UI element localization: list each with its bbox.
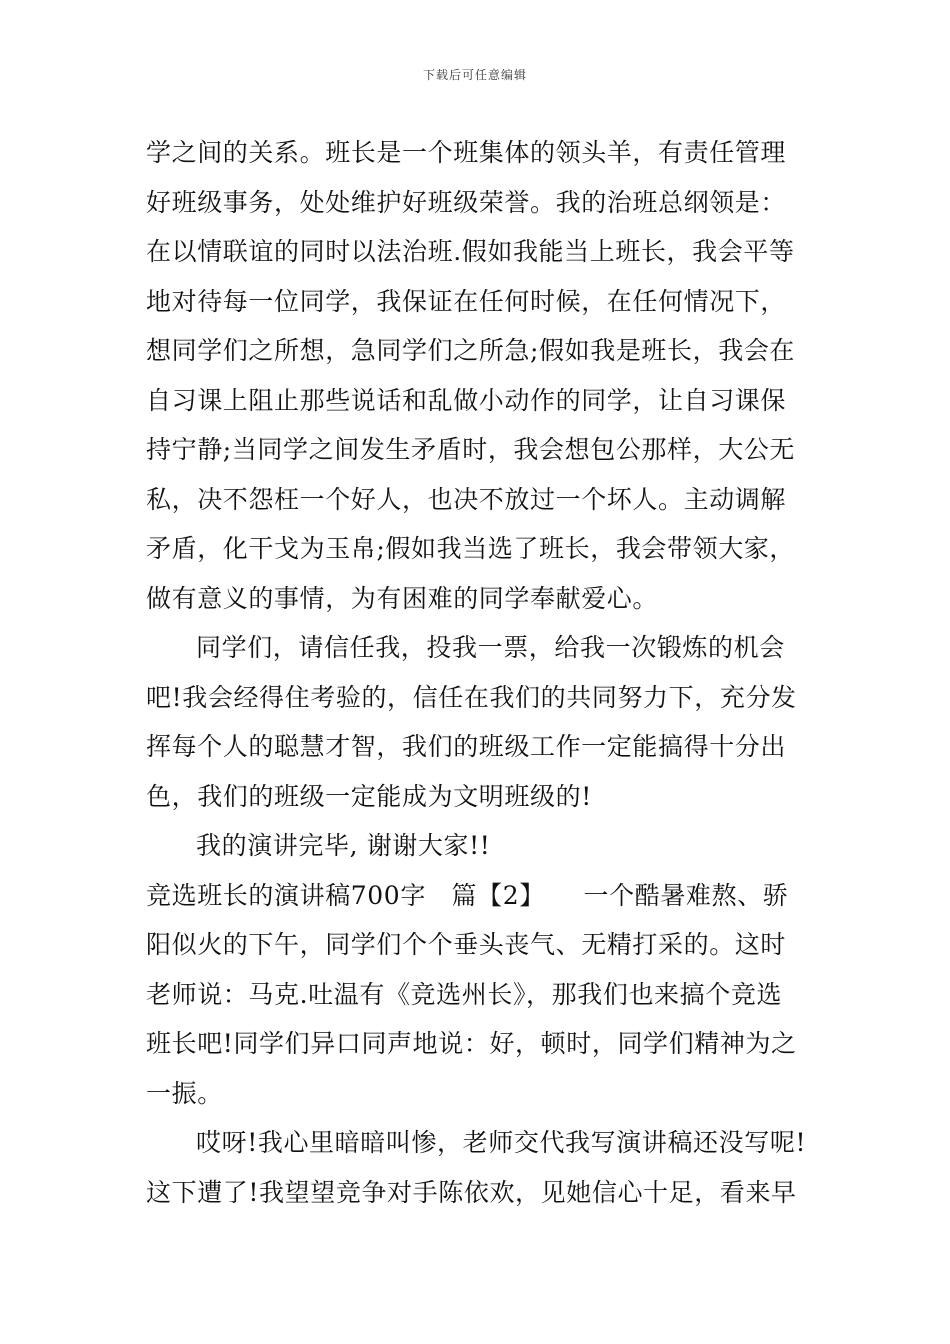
text-line: 这下遭了!我望望竞争对手陈依欢，见她信心十足，看来早 <box>146 1177 797 1207</box>
page-header: 下载后可任意编辑 <box>422 68 527 82</box>
text-line: 自习课上阻止那些说话和乱做小动作的同学，让自习课保 <box>146 385 787 415</box>
text-line: 矛盾，化干戈为玉帛;假如我当选了班长，我会带领大家， <box>146 534 796 563</box>
text-line: 吧!我会经得住考验的，信任在我们的共同努力下，充分发 <box>146 682 797 712</box>
text-line: 色，我们的班级一定能成为文明班级的! <box>146 781 592 811</box>
text-line: 同学们，请信任我，投我一票，给我一次锻炼的机会 <box>196 633 785 662</box>
text-line: 持宁静;当同学之间发生矛盾时，我会想包公那样，大公无 <box>146 435 796 464</box>
text-line: 阳似火的下午，同学们个个垂头丧气、无精打采的。这时 <box>146 930 787 959</box>
document-body <box>146 128 816 1217</box>
text-line: 哎呀!我心里暗暗叫惨，老师交代我写演讲稿还没写呢! <box>196 1128 807 1157</box>
text-line: 好班级事务，处处维护好班级荣誉。我的治班总纲领是： <box>146 187 787 217</box>
text-line: 学之间的关系。班长是一个班集体的领头羊，有责任管理 <box>146 138 787 167</box>
text-line: 私，决不怨枉一个好人，也决不放过一个坏人。主动调解 <box>146 484 787 514</box>
text-line: 在以情联谊的同时以法治班.假如我能当上班长，我会平等 <box>146 237 795 266</box>
text-line: 竞选班长的演讲稿700字 篇【2】 一个酷暑难熬、骄 <box>146 880 789 910</box>
text-line: 地对待每一位同学，我保证在任何时候，在任何情况下， <box>146 286 787 316</box>
text-line: 班长吧!同学们异口同声地说：好，顿时，同学们精神为之 <box>146 1029 797 1058</box>
text-line: 老师说：马克.吐温有《竞选州长》，那我们也来搞个竞选 <box>146 979 783 1009</box>
text-line: 想同学们之所想，急同学们之所急;假如我是班长，我会在 <box>146 336 796 365</box>
text-line: 我的演讲完毕, 谢谢大家!! <box>196 831 491 860</box>
text-line: 做有意义的事情，为有困难的同学奉献爱心。 <box>146 583 659 613</box>
text-line: 一振。 <box>146 1078 223 1108</box>
text-line: 挥每个人的聪慧才智，我们的班级工作一定能搞得十分出 <box>146 732 787 761</box>
